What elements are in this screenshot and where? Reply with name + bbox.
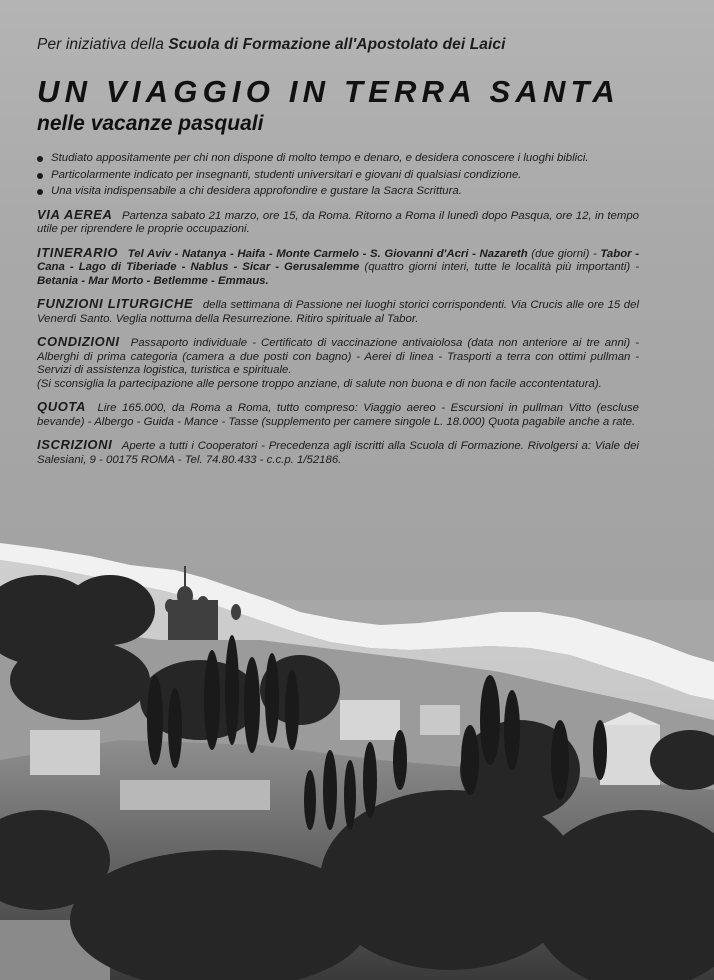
section-body: Partenza sabato 21 marzo, ore 15, da Roma. Ritorno a Roma il lunedì dopo Pasqua, ore 12, in tempo utile per riprendere le proprie occupazioni. (37, 209, 639, 235)
intro-line (37, 36, 639, 54)
itinerary-stops-1: Tel Aviv - Natanya - Haifa - Monte Carmelo - S. Giovanni d'Acri - Nazareth (127, 247, 528, 260)
section-heading: FUNZIONI LITURGICHE (37, 296, 194, 311)
section-iscrizioni (37, 438, 639, 467)
section-quota (37, 400, 639, 429)
itinerary-note-1: (due giorni) - (531, 247, 597, 260)
itinerary-stops-2: Tabor - Cana - Lago di Tiberiade - Nablus - Sicar - Gerusalemme (37, 247, 640, 273)
section-heading: VIA AEREA (37, 206, 113, 222)
section-heading: QUOTA (37, 399, 86, 414)
list-item: Studiato appositamente per chi non dispone di molto tempo e denaro, e desidera conoscere i luoghi biblici. (37, 152, 639, 166)
intro-organization: Scuola di Formazione all'Apostolato dei Laici (168, 36, 506, 53)
section-body: della settimana di Passione nei luoghi storici corrispondenti. Via Crucis alle ore 15 del Venerdì Santo. Veglia notturna della Resurrezione. Ritiro spirituale al Tabor. (37, 299, 639, 325)
section-itinerario (37, 246, 639, 289)
text-block (37, 36, 639, 476)
intro-prefix: Per iniziativa della (37, 36, 164, 53)
section-heading: ISCRIZIONI (37, 437, 113, 452)
section-heading: ITINERARIO (37, 244, 119, 260)
section-funzioni (37, 297, 639, 326)
section-body: Passaporto individuale - Certificato di vaccinazione antivaiolosa (data non anteriore ai tre anni) - Alberghi di prima categoria (camera a due posti con bagno) - Aerei di linea - Trasporti a terra con ottimi pullman - Servizi di assistenza logistica, turistica e spirituale. (37, 337, 639, 376)
section-heading: CONDIZIONI (37, 334, 120, 349)
itinerary-stops-3: Betania - Mar Morto - Betlemme - Emmaus. (37, 274, 269, 287)
itinerary-note-2: (quattro giorni interi, tutte le località più importanti) - (364, 261, 639, 273)
list-item: Una visita indispensabile a chi desidera approfondire e gustare la Sacra Scrittura. (37, 185, 639, 199)
page-title: UN VIAGGIO IN TERRA SANTA (37, 74, 620, 109)
feature-list (37, 152, 639, 199)
section-body: Lire 165.000, da Roma a Roma, tutto compreso: Viaggio aereo - Escursioni in pullman Vitto (escluse bevande) - Albergo - Guida - Mance - Tasse (supplemento per camere singole L. 18.000) Quota pagabile anche a rate. (37, 402, 639, 428)
list-item: Particolarmente indicato per insegnanti, studenti universitari e giovani di qualsiasi condizione. (37, 169, 639, 183)
section-note: (Si sconsiglia la partecipazione alle persone troppo anziane, di salute non buona e di non facile accontentatura). (37, 377, 602, 390)
section-body: Aperte a tutti i Cooperatori - Precedenza agli iscritti alla Scuola di Formazione. Rivolgersi a: Viale dei Salesiani, 9 - 00175 ROMA - Tel. 74.80.433 - c.c.p. 1/52186. (37, 440, 639, 466)
section-via-aerea (37, 208, 639, 237)
section-condizioni (37, 335, 639, 391)
page-subtitle: nelle vacanze pasquali (37, 112, 264, 135)
